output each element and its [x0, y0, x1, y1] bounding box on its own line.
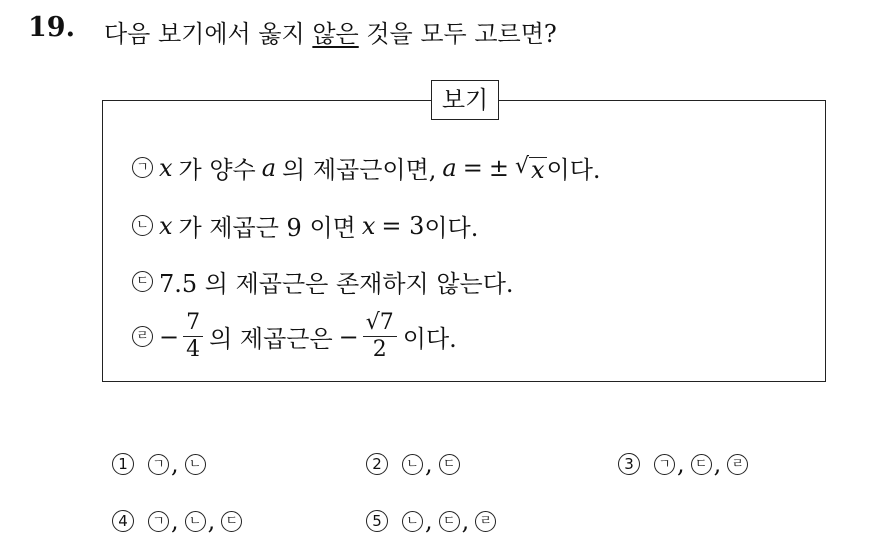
item-text: 가 제곱근 9 이면	[178, 214, 356, 242]
marker-nieun: ㄴ	[402, 511, 423, 532]
bogi-title: 보기	[431, 80, 499, 120]
item-text: 이다.	[546, 156, 601, 184]
bogi-item-1	[132, 150, 607, 185]
var-a: a	[442, 153, 457, 182]
fraction-numerator: √7	[363, 310, 397, 337]
minus-sign: −	[338, 322, 359, 351]
choice-2[interactable]	[366, 450, 462, 478]
var-x: x	[159, 211, 173, 240]
item-text: 이다.	[402, 325, 457, 353]
marker-nieun: ㄴ	[185, 511, 206, 532]
equals-sign: =	[462, 153, 483, 182]
fraction-7-4	[183, 310, 203, 363]
comma: ,	[425, 450, 433, 478]
plus-minus-sign: ±	[488, 153, 509, 182]
marker-rieul: ㄹ	[132, 326, 153, 347]
bogi-item-2	[132, 208, 484, 243]
question-text-underlined: 않은	[312, 20, 359, 48]
choice-number: 4	[112, 510, 134, 532]
comma: ,	[171, 507, 179, 535]
item-text: 7.5 의 제곱근은 존재하지 않는다.	[159, 270, 514, 298]
radicand-x: x	[530, 155, 545, 184]
marker-digeut: ㄷ	[691, 454, 712, 475]
fraction-sqrt7-2	[363, 310, 397, 363]
marker-nieun: ㄴ	[402, 454, 423, 475]
item-text: 이다.	[424, 214, 479, 242]
marker-digeut: ㄷ	[439, 454, 460, 475]
marker-digeut: ㄷ	[439, 511, 460, 532]
choice-number: 1	[112, 453, 134, 475]
marker-rieul: ㄹ	[475, 511, 496, 532]
marker-giyeok: ㄱ	[654, 454, 675, 475]
choice-1[interactable]	[112, 450, 208, 478]
item-text: 의 제곱근이면,	[282, 156, 437, 184]
comma: ,	[461, 507, 470, 535]
comma: ,	[425, 507, 433, 535]
var-a: a	[261, 153, 277, 182]
radical-sign: √	[514, 153, 529, 179]
choice-number: 2	[366, 453, 388, 475]
choice-3[interactable]	[618, 450, 750, 478]
comma: ,	[713, 450, 722, 478]
comma: ,	[207, 507, 216, 535]
var-x: x	[361, 211, 376, 240]
question-number: 19.	[28, 12, 75, 43]
choice-4[interactable]	[112, 507, 244, 535]
comma: ,	[677, 450, 685, 478]
bogi-item-4	[132, 310, 463, 363]
marker-nieun: ㄴ	[132, 215, 153, 236]
marker-giyeok: ㄱ	[148, 511, 169, 532]
fraction-numerator: 7	[183, 310, 203, 337]
var-x: x	[159, 153, 173, 182]
minus-sign: −	[159, 322, 180, 351]
bogi-item-3	[132, 264, 520, 299]
question-text-before: 다음 보기에서 옳지	[104, 20, 313, 48]
sqrt-x	[515, 154, 547, 182]
marker-rieul: ㄹ	[727, 454, 748, 475]
comma: ,	[171, 450, 179, 478]
equation-rhs: = 3	[381, 211, 425, 240]
marker-digeut: ㄷ	[221, 511, 242, 532]
marker-nieun: ㄴ	[185, 454, 206, 475]
marker-giyeok: ㄱ	[148, 454, 169, 475]
item-text: 가 양수	[178, 156, 256, 184]
fraction-denominator: 2	[372, 337, 387, 362]
marker-digeut: ㄷ	[132, 271, 153, 292]
choice-5[interactable]	[366, 507, 498, 535]
question-text	[104, 14, 557, 49]
question-text-after: 것을 모두 고르면?	[358, 20, 557, 48]
choice-number: 3	[618, 453, 640, 475]
item-text: 의 제곱근은	[209, 325, 333, 353]
marker-giyeok: ㄱ	[132, 157, 153, 178]
fraction-denominator: 4	[186, 337, 201, 362]
choice-number: 5	[366, 510, 388, 532]
